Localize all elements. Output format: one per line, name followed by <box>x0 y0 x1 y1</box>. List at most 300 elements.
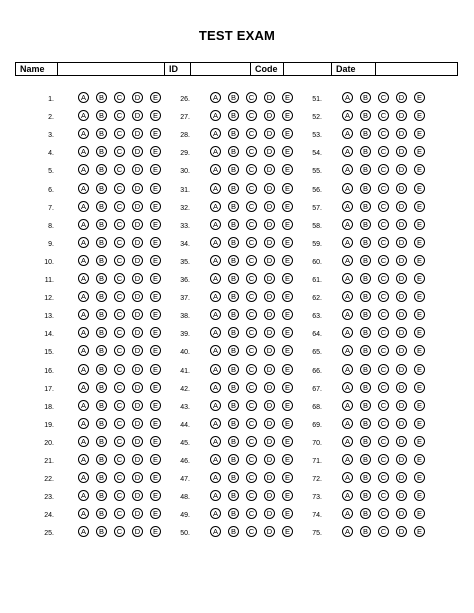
answer-bubble-c[interactable]: C <box>114 418 125 429</box>
answer-bubble-a[interactable]: A <box>342 183 353 194</box>
answer-bubble-c[interactable]: C <box>246 237 257 248</box>
answer-bubble-b[interactable]: B <box>228 110 239 121</box>
id-field[interactable] <box>191 63 251 76</box>
answer-bubble-e[interactable]: E <box>414 454 425 465</box>
answer-bubble-e[interactable]: E <box>282 309 293 320</box>
answer-bubble-b[interactable]: B <box>228 291 239 302</box>
answer-bubble-c[interactable]: C <box>246 400 257 411</box>
answer-bubble-e[interactable]: E <box>414 128 425 139</box>
answer-bubble-b[interactable]: B <box>360 255 371 266</box>
answer-bubble-e[interactable]: E <box>414 201 425 212</box>
answer-bubble-d[interactable]: D <box>396 418 407 429</box>
answer-bubble-d[interactable]: D <box>396 364 407 375</box>
answer-bubble-e[interactable]: E <box>282 219 293 230</box>
answer-bubble-a[interactable]: A <box>210 436 221 447</box>
answer-bubble-b[interactable]: B <box>360 92 371 103</box>
answer-bubble-e[interactable]: E <box>150 436 161 447</box>
answer-bubble-c[interactable]: C <box>246 436 257 447</box>
answer-bubble-b[interactable]: B <box>360 454 371 465</box>
answer-bubble-e[interactable]: E <box>282 454 293 465</box>
answer-bubble-c[interactable]: C <box>378 146 389 157</box>
answer-bubble-b[interactable]: B <box>360 183 371 194</box>
answer-bubble-d[interactable]: D <box>132 128 143 139</box>
answer-bubble-c[interactable]: C <box>114 146 125 157</box>
answer-bubble-e[interactable]: E <box>282 92 293 103</box>
answer-bubble-d[interactable]: D <box>264 400 275 411</box>
answer-bubble-e[interactable]: E <box>414 327 425 338</box>
answer-bubble-e[interactable]: E <box>414 110 425 121</box>
answer-bubble-c[interactable]: C <box>114 436 125 447</box>
answer-bubble-c[interactable]: C <box>114 201 125 212</box>
answer-bubble-d[interactable]: D <box>264 490 275 501</box>
answer-bubble-d[interactable]: D <box>264 291 275 302</box>
answer-bubble-a[interactable]: A <box>342 508 353 519</box>
answer-bubble-a[interactable]: A <box>210 490 221 501</box>
answer-bubble-a[interactable]: A <box>210 454 221 465</box>
answer-bubble-c[interactable]: C <box>378 508 389 519</box>
answer-bubble-a[interactable]: A <box>342 345 353 356</box>
answer-bubble-e[interactable]: E <box>282 526 293 537</box>
answer-bubble-b[interactable]: B <box>228 327 239 338</box>
answer-bubble-c[interactable]: C <box>114 526 125 537</box>
answer-bubble-d[interactable]: D <box>264 128 275 139</box>
answer-bubble-e[interactable]: E <box>414 526 425 537</box>
answer-bubble-b[interactable]: B <box>360 309 371 320</box>
answer-bubble-c[interactable]: C <box>246 291 257 302</box>
answer-bubble-c[interactable]: C <box>246 508 257 519</box>
answer-bubble-e[interactable]: E <box>414 508 425 519</box>
answer-bubble-b[interactable]: B <box>228 526 239 537</box>
answer-bubble-b[interactable]: B <box>228 128 239 139</box>
answer-bubble-c[interactable]: C <box>378 382 389 393</box>
answer-bubble-e[interactable]: E <box>282 508 293 519</box>
answer-bubble-c[interactable]: C <box>114 110 125 121</box>
answer-bubble-a[interactable]: A <box>342 128 353 139</box>
answer-bubble-c[interactable]: C <box>246 201 257 212</box>
answer-bubble-e[interactable]: E <box>150 472 161 483</box>
answer-bubble-a[interactable]: A <box>342 201 353 212</box>
answer-bubble-e[interactable]: E <box>282 382 293 393</box>
answer-bubble-c[interactable]: C <box>378 327 389 338</box>
answer-bubble-c[interactable]: C <box>114 508 125 519</box>
answer-bubble-c[interactable]: C <box>378 219 389 230</box>
answer-bubble-a[interactable]: A <box>78 164 89 175</box>
answer-bubble-d[interactable]: D <box>396 454 407 465</box>
answer-bubble-e[interactable]: E <box>414 237 425 248</box>
answer-bubble-a[interactable]: A <box>78 364 89 375</box>
answer-bubble-a[interactable]: A <box>210 110 221 121</box>
answer-bubble-a[interactable]: A <box>342 146 353 157</box>
answer-bubble-b[interactable]: B <box>360 526 371 537</box>
answer-bubble-e[interactable]: E <box>282 364 293 375</box>
answer-bubble-d[interactable]: D <box>264 183 275 194</box>
answer-bubble-d[interactable]: D <box>132 436 143 447</box>
answer-bubble-b[interactable]: B <box>360 400 371 411</box>
answer-bubble-d[interactable]: D <box>264 526 275 537</box>
answer-bubble-d[interactable]: D <box>396 237 407 248</box>
answer-bubble-d[interactable]: D <box>264 472 275 483</box>
answer-bubble-d[interactable]: D <box>264 327 275 338</box>
answer-bubble-d[interactable]: D <box>132 219 143 230</box>
answer-bubble-c[interactable]: C <box>246 309 257 320</box>
answer-bubble-e[interactable]: E <box>414 183 425 194</box>
answer-bubble-d[interactable]: D <box>396 291 407 302</box>
answer-bubble-a[interactable]: A <box>210 526 221 537</box>
answer-bubble-b[interactable]: B <box>228 164 239 175</box>
answer-bubble-b[interactable]: B <box>96 454 107 465</box>
answer-bubble-a[interactable]: A <box>210 164 221 175</box>
answer-bubble-b[interactable]: B <box>360 219 371 230</box>
answer-bubble-b[interactable]: B <box>96 237 107 248</box>
answer-bubble-a[interactable]: A <box>78 183 89 194</box>
answer-bubble-c[interactable]: C <box>246 255 257 266</box>
answer-bubble-d[interactable]: D <box>132 382 143 393</box>
answer-bubble-a[interactable]: A <box>78 291 89 302</box>
answer-bubble-a[interactable]: A <box>78 382 89 393</box>
answer-bubble-c[interactable]: C <box>378 454 389 465</box>
answer-bubble-c[interactable]: C <box>246 345 257 356</box>
answer-bubble-e[interactable]: E <box>282 110 293 121</box>
answer-bubble-c[interactable]: C <box>378 110 389 121</box>
answer-bubble-c[interactable]: C <box>246 364 257 375</box>
answer-bubble-a[interactable]: A <box>210 146 221 157</box>
answer-bubble-a[interactable]: A <box>78 92 89 103</box>
name-field[interactable] <box>58 63 165 76</box>
answer-bubble-e[interactable]: E <box>414 92 425 103</box>
answer-bubble-e[interactable]: E <box>282 183 293 194</box>
answer-bubble-a[interactable]: A <box>342 364 353 375</box>
answer-bubble-b[interactable]: B <box>96 490 107 501</box>
answer-bubble-c[interactable]: C <box>246 490 257 501</box>
answer-bubble-e[interactable]: E <box>150 526 161 537</box>
answer-bubble-e[interactable]: E <box>150 183 161 194</box>
answer-bubble-d[interactable]: D <box>264 345 275 356</box>
answer-bubble-c[interactable]: C <box>378 345 389 356</box>
answer-bubble-a[interactable]: A <box>342 418 353 429</box>
answer-bubble-b[interactable]: B <box>360 273 371 284</box>
answer-bubble-a[interactable]: A <box>210 508 221 519</box>
answer-bubble-d[interactable]: D <box>396 146 407 157</box>
answer-bubble-d[interactable]: D <box>132 164 143 175</box>
answer-bubble-a[interactable]: A <box>78 454 89 465</box>
answer-bubble-e[interactable]: E <box>150 128 161 139</box>
answer-bubble-c[interactable]: C <box>114 219 125 230</box>
answer-bubble-b[interactable]: B <box>228 436 239 447</box>
answer-bubble-c[interactable]: C <box>246 526 257 537</box>
answer-bubble-c[interactable]: C <box>378 309 389 320</box>
answer-bubble-c[interactable]: C <box>378 201 389 212</box>
answer-bubble-d[interactable]: D <box>132 291 143 302</box>
answer-bubble-c[interactable]: C <box>246 128 257 139</box>
answer-bubble-b[interactable]: B <box>96 508 107 519</box>
answer-bubble-d[interactable]: D <box>264 255 275 266</box>
answer-bubble-d[interactable]: D <box>132 255 143 266</box>
answer-bubble-b[interactable]: B <box>96 364 107 375</box>
answer-bubble-b[interactable]: B <box>360 128 371 139</box>
answer-bubble-a[interactable]: A <box>342 237 353 248</box>
answer-bubble-c[interactable]: C <box>378 92 389 103</box>
answer-bubble-c[interactable]: C <box>114 92 125 103</box>
answer-bubble-d[interactable]: D <box>264 110 275 121</box>
answer-bubble-e[interactable]: E <box>282 436 293 447</box>
answer-bubble-d[interactable]: D <box>396 110 407 121</box>
answer-bubble-d[interactable]: D <box>396 490 407 501</box>
answer-bubble-a[interactable]: A <box>78 255 89 266</box>
answer-bubble-a[interactable]: A <box>78 327 89 338</box>
answer-bubble-c[interactable]: C <box>114 472 125 483</box>
answer-bubble-d[interactable]: D <box>396 382 407 393</box>
answer-bubble-b[interactable]: B <box>96 309 107 320</box>
answer-bubble-b[interactable]: B <box>360 146 371 157</box>
answer-bubble-b[interactable]: B <box>96 128 107 139</box>
answer-bubble-a[interactable]: A <box>342 400 353 411</box>
answer-bubble-a[interactable]: A <box>342 291 353 302</box>
answer-bubble-e[interactable]: E <box>150 345 161 356</box>
answer-bubble-a[interactable]: A <box>78 146 89 157</box>
answer-bubble-c[interactable]: C <box>246 472 257 483</box>
answer-bubble-c[interactable]: C <box>378 273 389 284</box>
answer-bubble-e[interactable]: E <box>282 472 293 483</box>
answer-bubble-b[interactable]: B <box>360 508 371 519</box>
answer-bubble-b[interactable]: B <box>360 291 371 302</box>
answer-bubble-e[interactable]: E <box>414 255 425 266</box>
answer-bubble-e[interactable]: E <box>150 364 161 375</box>
answer-bubble-e[interactable]: E <box>282 164 293 175</box>
answer-bubble-d[interactable]: D <box>264 146 275 157</box>
answer-bubble-b[interactable]: B <box>228 146 239 157</box>
answer-bubble-a[interactable]: A <box>78 128 89 139</box>
answer-bubble-d[interactable]: D <box>132 146 143 157</box>
answer-bubble-a[interactable]: A <box>342 436 353 447</box>
code-field[interactable] <box>284 63 332 76</box>
answer-bubble-e[interactable]: E <box>282 327 293 338</box>
answer-bubble-a[interactable]: A <box>342 255 353 266</box>
answer-bubble-e[interactable]: E <box>414 418 425 429</box>
answer-bubble-d[interactable]: D <box>132 418 143 429</box>
answer-bubble-e[interactable]: E <box>150 454 161 465</box>
answer-bubble-c[interactable]: C <box>378 255 389 266</box>
answer-bubble-a[interactable]: A <box>342 472 353 483</box>
answer-bubble-b[interactable]: B <box>228 472 239 483</box>
answer-bubble-a[interactable]: A <box>78 345 89 356</box>
answer-bubble-c[interactable]: C <box>114 490 125 501</box>
answer-bubble-a[interactable]: A <box>210 400 221 411</box>
answer-bubble-a[interactable]: A <box>342 164 353 175</box>
answer-bubble-b[interactable]: B <box>360 110 371 121</box>
answer-bubble-a[interactable]: A <box>78 309 89 320</box>
answer-bubble-b[interactable]: B <box>228 92 239 103</box>
answer-bubble-b[interactable]: B <box>360 201 371 212</box>
answer-bubble-a[interactable]: A <box>78 273 89 284</box>
answer-bubble-c[interactable]: C <box>246 273 257 284</box>
answer-bubble-b[interactable]: B <box>96 146 107 157</box>
answer-bubble-e[interactable]: E <box>150 237 161 248</box>
answer-bubble-d[interactable]: D <box>396 92 407 103</box>
answer-bubble-d[interactable]: D <box>396 436 407 447</box>
answer-bubble-d[interactable]: D <box>396 309 407 320</box>
answer-bubble-a[interactable]: A <box>210 364 221 375</box>
answer-bubble-e[interactable]: E <box>150 219 161 230</box>
answer-bubble-a[interactable]: A <box>210 273 221 284</box>
answer-bubble-a[interactable]: A <box>210 345 221 356</box>
answer-bubble-a[interactable]: A <box>342 490 353 501</box>
answer-bubble-a[interactable]: A <box>78 201 89 212</box>
answer-bubble-a[interactable]: A <box>342 219 353 230</box>
answer-bubble-b[interactable]: B <box>360 382 371 393</box>
answer-bubble-c[interactable]: C <box>246 382 257 393</box>
answer-bubble-a[interactable]: A <box>78 472 89 483</box>
answer-bubble-c[interactable]: C <box>246 454 257 465</box>
answer-bubble-d[interactable]: D <box>264 237 275 248</box>
answer-bubble-d[interactable]: D <box>132 273 143 284</box>
answer-bubble-d[interactable]: D <box>264 364 275 375</box>
answer-bubble-a[interactable]: A <box>342 382 353 393</box>
answer-bubble-d[interactable]: D <box>132 472 143 483</box>
answer-bubble-e[interactable]: E <box>414 309 425 320</box>
answer-bubble-b[interactable]: B <box>360 164 371 175</box>
answer-bubble-b[interactable]: B <box>96 183 107 194</box>
answer-bubble-c[interactable]: C <box>378 418 389 429</box>
answer-bubble-c[interactable]: C <box>378 164 389 175</box>
answer-bubble-b[interactable]: B <box>228 201 239 212</box>
answer-bubble-b[interactable]: B <box>96 472 107 483</box>
answer-bubble-d[interactable]: D <box>396 183 407 194</box>
answer-bubble-e[interactable]: E <box>414 164 425 175</box>
answer-bubble-d[interactable]: D <box>396 128 407 139</box>
answer-bubble-e[interactable]: E <box>282 255 293 266</box>
answer-bubble-d[interactable]: D <box>396 219 407 230</box>
answer-bubble-b[interactable]: B <box>228 219 239 230</box>
answer-bubble-c[interactable]: C <box>114 237 125 248</box>
answer-bubble-a[interactable]: A <box>210 382 221 393</box>
answer-bubble-c[interactable]: C <box>114 183 125 194</box>
answer-bubble-e[interactable]: E <box>414 273 425 284</box>
answer-bubble-b[interactable]: B <box>360 490 371 501</box>
answer-bubble-a[interactable]: A <box>210 237 221 248</box>
answer-bubble-e[interactable]: E <box>282 146 293 157</box>
answer-bubble-b[interactable]: B <box>360 472 371 483</box>
answer-bubble-d[interactable]: D <box>132 110 143 121</box>
answer-bubble-a[interactable]: A <box>78 526 89 537</box>
answer-bubble-c[interactable]: C <box>114 164 125 175</box>
answer-bubble-d[interactable]: D <box>132 490 143 501</box>
answer-bubble-b[interactable]: B <box>360 327 371 338</box>
answer-bubble-e[interactable]: E <box>282 273 293 284</box>
answer-bubble-c[interactable]: C <box>246 146 257 157</box>
answer-bubble-c[interactable]: C <box>378 400 389 411</box>
answer-bubble-b[interactable]: B <box>96 327 107 338</box>
answer-bubble-b[interactable]: B <box>360 418 371 429</box>
answer-bubble-a[interactable]: A <box>210 92 221 103</box>
answer-bubble-b[interactable]: B <box>96 418 107 429</box>
answer-bubble-c[interactable]: C <box>114 273 125 284</box>
answer-bubble-a[interactable]: A <box>210 327 221 338</box>
answer-bubble-a[interactable]: A <box>210 472 221 483</box>
answer-bubble-c[interactable]: C <box>378 472 389 483</box>
answer-bubble-d[interactable]: D <box>396 255 407 266</box>
answer-bubble-a[interactable]: A <box>210 418 221 429</box>
answer-bubble-d[interactable]: D <box>132 526 143 537</box>
answer-bubble-b[interactable]: B <box>228 490 239 501</box>
answer-bubble-c[interactable]: C <box>114 454 125 465</box>
answer-bubble-c[interactable]: C <box>246 110 257 121</box>
answer-bubble-c[interactable]: C <box>246 327 257 338</box>
answer-bubble-b[interactable]: B <box>228 382 239 393</box>
answer-bubble-c[interactable]: C <box>378 183 389 194</box>
answer-bubble-a[interactable]: A <box>342 273 353 284</box>
answer-bubble-c[interactable]: C <box>378 436 389 447</box>
answer-bubble-b[interactable]: B <box>360 436 371 447</box>
answer-bubble-d[interactable]: D <box>132 364 143 375</box>
answer-bubble-d[interactable]: D <box>264 382 275 393</box>
answer-bubble-e[interactable]: E <box>150 291 161 302</box>
answer-bubble-e[interactable]: E <box>150 418 161 429</box>
answer-bubble-b[interactable]: B <box>228 273 239 284</box>
answer-bubble-b[interactable]: B <box>228 400 239 411</box>
answer-bubble-e[interactable]: E <box>414 364 425 375</box>
answer-bubble-a[interactable]: A <box>210 201 221 212</box>
answer-bubble-b[interactable]: B <box>96 291 107 302</box>
answer-bubble-d[interactable]: D <box>396 201 407 212</box>
answer-bubble-c[interactable]: C <box>378 291 389 302</box>
answer-bubble-c[interactable]: C <box>378 490 389 501</box>
answer-bubble-d[interactable]: D <box>264 219 275 230</box>
answer-bubble-d[interactable]: D <box>132 400 143 411</box>
answer-bubble-e[interactable]: E <box>414 472 425 483</box>
answer-bubble-a[interactable]: A <box>78 400 89 411</box>
answer-bubble-d[interactable]: D <box>132 201 143 212</box>
answer-bubble-c[interactable]: C <box>114 382 125 393</box>
answer-bubble-e[interactable]: E <box>414 146 425 157</box>
answer-bubble-c[interactable]: C <box>246 183 257 194</box>
answer-bubble-c[interactable]: C <box>114 327 125 338</box>
answer-bubble-a[interactable]: A <box>78 490 89 501</box>
answer-bubble-a[interactable]: A <box>342 110 353 121</box>
answer-bubble-d[interactable]: D <box>396 327 407 338</box>
answer-bubble-e[interactable]: E <box>414 219 425 230</box>
answer-bubble-e[interactable]: E <box>150 255 161 266</box>
answer-bubble-e[interactable]: E <box>150 273 161 284</box>
answer-bubble-b[interactable]: B <box>96 345 107 356</box>
answer-bubble-e[interactable]: E <box>150 309 161 320</box>
answer-bubble-d[interactable]: D <box>396 526 407 537</box>
answer-bubble-c[interactable]: C <box>378 128 389 139</box>
answer-bubble-c[interactable]: C <box>246 418 257 429</box>
answer-bubble-c[interactable]: C <box>246 164 257 175</box>
answer-bubble-e[interactable]: E <box>414 291 425 302</box>
answer-bubble-c[interactable]: C <box>378 526 389 537</box>
answer-bubble-e[interactable]: E <box>150 164 161 175</box>
answer-bubble-e[interactable]: E <box>414 382 425 393</box>
answer-bubble-b[interactable]: B <box>96 400 107 411</box>
answer-bubble-a[interactable]: A <box>210 255 221 266</box>
answer-bubble-c[interactable]: C <box>114 364 125 375</box>
answer-bubble-e[interactable]: E <box>150 201 161 212</box>
answer-bubble-e[interactable]: E <box>282 291 293 302</box>
answer-bubble-e[interactable]: E <box>282 400 293 411</box>
answer-bubble-e[interactable]: E <box>414 490 425 501</box>
answer-bubble-c[interactable]: C <box>246 92 257 103</box>
answer-bubble-e[interactable]: E <box>414 400 425 411</box>
answer-bubble-a[interactable]: A <box>78 237 89 248</box>
answer-bubble-b[interactable]: B <box>96 164 107 175</box>
answer-bubble-b[interactable]: B <box>96 526 107 537</box>
answer-bubble-d[interactable]: D <box>396 400 407 411</box>
answer-bubble-d[interactable]: D <box>264 201 275 212</box>
date-field[interactable] <box>376 63 458 76</box>
answer-bubble-d[interactable]: D <box>264 454 275 465</box>
answer-bubble-a[interactable]: A <box>78 418 89 429</box>
